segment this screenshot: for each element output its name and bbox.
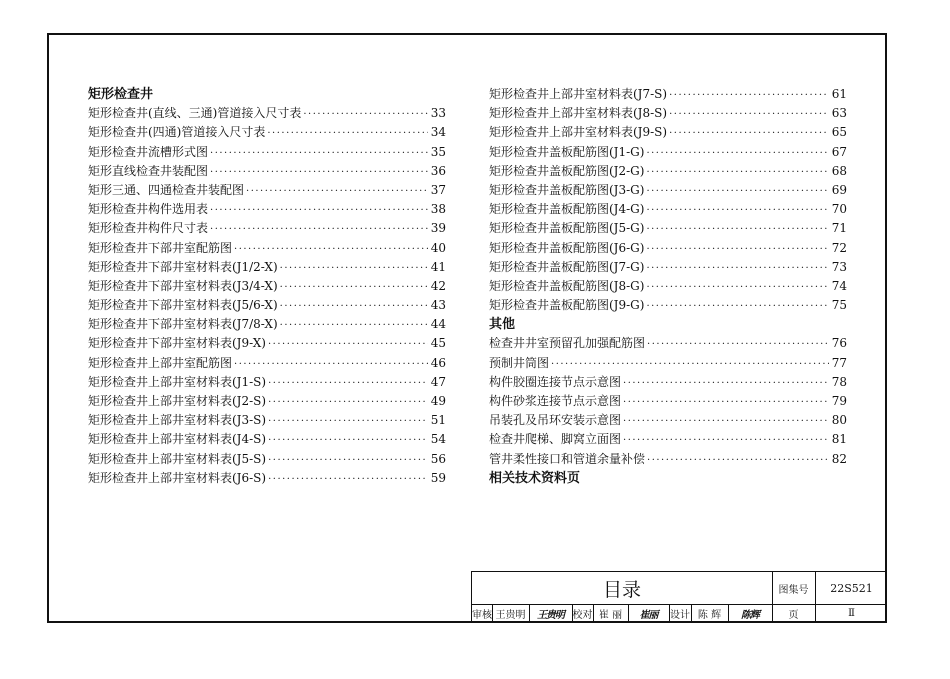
toc-entry-title: 矩形检查井构件选用表: [88, 202, 209, 217]
toc-entry-page: 59: [430, 470, 446, 485]
toc-entry: [489, 143, 847, 162]
toc-entry-page: 44: [430, 317, 446, 332]
toc-entry-title: 矩形检查井盖板配筋图(J6-G): [489, 240, 645, 255]
dot-leader: [268, 470, 428, 489]
toc-entry: [489, 373, 847, 392]
toc-entry: [88, 123, 446, 142]
toc-entry-page: 41: [430, 259, 446, 274]
toc-entry-page: 81: [831, 432, 847, 447]
toc-entry: [489, 258, 847, 277]
toc-list-left: [88, 104, 446, 488]
design-label: 设计: [670, 609, 690, 621]
toc-entry: [88, 430, 446, 449]
toc-entry-page: 77: [831, 355, 847, 370]
dot-leader: [623, 431, 829, 450]
toc-entry-title: 矩形检查井上部井室材料表(J9-S): [489, 125, 668, 140]
toc-entry-page: 45: [430, 336, 446, 351]
dot-leader: [280, 259, 428, 278]
toc-entry-title: 矩形检查井盖板配筋图(J1-G): [489, 144, 645, 159]
toc-entry-page: 71: [831, 221, 847, 236]
review-label: 审核: [472, 609, 492, 621]
toc-entry-title: 矩形检查井上部井室材料表(J4-S): [88, 432, 267, 447]
dot-leader: [669, 105, 829, 124]
atlas-number: 22S521: [830, 581, 873, 595]
section-heading-rect-well: 矩形检查井: [88, 87, 154, 102]
toc-entry-page: 47: [430, 374, 446, 389]
toc-entry: [489, 104, 847, 123]
toc-entry: [489, 430, 847, 449]
review-signature: 王贵明: [537, 609, 564, 621]
toc-entry: [489, 277, 847, 296]
toc-entry-title: 矩形直线检查井装配图: [88, 163, 209, 178]
toc-entry-page: 54: [430, 432, 446, 447]
toc-entry-page: 37: [430, 182, 446, 197]
toc-entry-page: 39: [430, 221, 446, 236]
dot-leader: [268, 451, 428, 470]
toc-entry-title: 矩形检查井上部井室材料表(J8-S): [489, 106, 668, 121]
dot-leader: [268, 393, 428, 412]
toc-entry: [88, 219, 446, 238]
toc-entry-page: 70: [831, 202, 847, 217]
toc-entry-page: 38: [430, 202, 446, 217]
toc-entry-title: 矩形检查井上部井室材料表(J3-S): [88, 413, 267, 428]
toc-entry-title: 吊装孔及吊环安装示意图: [489, 413, 622, 428]
dot-leader: [646, 201, 829, 220]
toc-entry-page: 51: [430, 413, 446, 428]
dot-leader: [210, 220, 428, 239]
toc-entry: [88, 277, 446, 296]
toc-entry-title: 矩形检查井盖板配筋图(J9-G): [489, 298, 645, 313]
toc-entry: [88, 258, 446, 277]
toc-entry-page: 75: [831, 298, 847, 313]
toc-entry-title: 检查井爬梯、脚窝立面图: [489, 432, 622, 447]
toc-entry: [88, 354, 446, 373]
toc-entry: [88, 143, 446, 162]
dot-leader: [623, 412, 829, 431]
dot-leader: [268, 412, 428, 431]
dot-leader: [303, 105, 428, 124]
dot-leader: [280, 316, 428, 335]
review-name: 王贵明: [495, 609, 526, 621]
dot-leader: [646, 182, 829, 201]
dot-leader: [280, 297, 428, 316]
toc-entry-page: 63: [831, 106, 847, 121]
dot-leader: [234, 355, 428, 374]
toc-entry: [88, 315, 446, 334]
dot-leader: [623, 374, 829, 393]
toc-entry: [489, 219, 847, 238]
toc-entry-page: 56: [430, 451, 446, 466]
toc-entry-title: 矩形检查井下部井室配筋图: [88, 240, 233, 255]
dot-leader: [234, 240, 428, 259]
toc-entry-page: 78: [831, 374, 847, 389]
toc-entry-title: 矩形检查井上部井室材料表(J5-S): [88, 451, 267, 466]
toc-entry-page: 33: [430, 106, 446, 121]
dot-leader: [669, 86, 829, 105]
toc-entry: [489, 411, 847, 430]
toc-entry: [489, 450, 847, 469]
section-heading-related: 相关技术资料页: [489, 470, 581, 486]
toc-entry: [88, 469, 446, 488]
dot-leader: [268, 431, 428, 450]
toc-entry-page: 68: [831, 163, 847, 178]
page-number: Ⅱ: [848, 607, 855, 619]
toc-entry-title: 矩形检查井构件尺寸表: [88, 221, 209, 236]
toc-entry-title: 矩形检查井下部井室材料表(J7/8-X): [88, 317, 278, 332]
toc-entry: [88, 334, 446, 353]
dot-leader: [268, 335, 428, 354]
toc-entry-title: 矩形检查井(四通)管道接入尺寸表: [88, 125, 266, 140]
dot-leader: [647, 335, 829, 354]
toc-right-column: [489, 85, 847, 488]
toc-entry-page: 74: [831, 278, 847, 293]
dot-leader: [647, 451, 829, 470]
toc-entry-title: 矩形检查井上部井室配筋图: [88, 355, 233, 370]
toc-list-right-a: [489, 85, 847, 315]
toc-entry: [489, 239, 847, 258]
toc-entry-page: 61: [831, 87, 847, 101]
toc-entry: [489, 162, 847, 181]
toc-entry: [88, 104, 446, 123]
toc-entry: [489, 181, 847, 200]
dot-leader: [210, 201, 428, 220]
toc-entry: [88, 200, 446, 219]
toc-entry-title: 矩形检查井下部井室材料表(J5/6-X): [88, 298, 278, 313]
dot-leader: [646, 144, 829, 163]
dot-leader: [646, 259, 829, 278]
dot-leader: [246, 182, 428, 201]
toc-entry-title: 矩形检查井上部井室材料表(J7-S): [489, 87, 668, 101]
toc-entry-page: 69: [831, 182, 847, 197]
toc-entry: [489, 85, 847, 104]
toc-entry-title: 矩形检查井盖板配筋图(J8-G): [489, 278, 645, 293]
section-heading-other: 其他: [489, 317, 516, 333]
dot-leader: [268, 374, 428, 393]
toc-entry-page: 67: [831, 144, 847, 159]
toc-entry-title: 矩形检查井上部井室材料表(J2-S): [88, 394, 267, 408]
dot-leader: [646, 220, 829, 239]
drawing-title: 目录: [602, 578, 641, 601]
toc-entry: [489, 392, 847, 411]
toc-entry: [88, 450, 446, 469]
toc-entry-page: 34: [430, 125, 446, 140]
toc-entry-title: 矩形检查井上部井室材料表(J6-S): [88, 470, 267, 485]
toc-entry: [88, 296, 446, 315]
atlas-label: 图集号: [778, 584, 809, 596]
toc-entry-title: 构件胶圈连接节点示意图: [489, 374, 622, 389]
dot-leader: [669, 124, 829, 143]
toc-entry-title: 矩形检查井流槽形式图: [88, 144, 209, 159]
toc-entry-title: 矩形检查井(直线、三通)管道接入尺寸表: [88, 106, 302, 121]
toc-entry-title: 管井柔性接口和管道余量补偿: [489, 451, 646, 466]
toc-entry: [489, 200, 847, 219]
dot-leader: [210, 163, 428, 182]
toc-entry-title: 矩形检查井上部井室材料表(J1-S): [88, 374, 267, 389]
toc-entry-page: 82: [831, 451, 847, 466]
check-name: 崔 丽: [598, 609, 623, 621]
toc-entry-title: 构件砂浆连接节点示意图: [489, 394, 622, 408]
dot-leader: [646, 163, 829, 182]
toc-entry-title: 矩形检查井下部井室材料表(J9-X): [88, 336, 266, 351]
title-block: [471, 571, 887, 623]
dot-leader: [267, 124, 428, 143]
toc-entry: [88, 239, 446, 258]
toc-entry: [489, 296, 847, 315]
toc-entry-page: 79: [831, 394, 847, 408]
dot-leader: [623, 393, 829, 412]
toc-entry-title: 矩形三通、四通检查井装配图: [88, 182, 245, 197]
dot-leader: [646, 240, 829, 259]
toc-entry: [88, 162, 446, 181]
design-signature: 陈辉: [741, 609, 759, 621]
toc-entry: [489, 334, 847, 353]
dot-leader: [551, 355, 829, 374]
check-signature: 崔丽: [639, 609, 658, 621]
toc-entry: [489, 354, 847, 373]
toc-entry-page: 76: [831, 336, 847, 351]
toc-entry-title: 矩形检查井盖板配筋图(J4-G): [489, 202, 645, 217]
toc-entry-page: 65: [831, 125, 847, 140]
toc-entry-title: 预制井筒图: [489, 355, 550, 370]
toc-entry-title: 矩形检查井盖板配筋图(J2-G): [489, 163, 645, 178]
toc-entry: [88, 373, 446, 392]
toc-entry-title: 矩形检查井盖板配筋图(J3-G): [489, 182, 645, 197]
page-label: 页: [788, 609, 799, 621]
toc-entry: [88, 392, 446, 411]
dot-leader: [646, 297, 829, 316]
toc-entry-title: 矩形检查井下部井室材料表(J3/4-X): [88, 278, 278, 293]
toc-entry-page: 80: [831, 413, 847, 428]
toc-entry: [489, 123, 847, 142]
toc-entry-title: 矩形检查井盖板配筋图(J7-G): [489, 259, 645, 274]
design-name: 陈 辉: [697, 609, 722, 621]
toc-entry: [88, 181, 446, 200]
toc-entry-page: 49: [430, 394, 446, 408]
dot-leader: [646, 278, 829, 297]
check-label: 校对: [572, 609, 593, 621]
toc-entry-page: 35: [430, 144, 446, 159]
toc-list-right-b: [489, 334, 847, 468]
toc-entry-page: 73: [831, 259, 847, 274]
toc-entry: [88, 411, 446, 430]
toc-entry-page: 72: [831, 240, 847, 255]
toc-entry-title: 检查井井室预留孔加强配筋图: [489, 336, 646, 351]
toc-entry-page: 46: [430, 355, 446, 370]
toc-left-column: [88, 85, 446, 488]
toc-entry-page: 42: [430, 278, 446, 293]
toc-entry-title: 矩形检查井盖板配筋图(J5-G): [489, 221, 645, 236]
dot-leader: [280, 278, 428, 297]
toc-entry-page: 36: [430, 163, 446, 178]
dot-leader: [210, 144, 428, 163]
toc-entry-page: 40: [430, 240, 446, 255]
toc-entry-title: 矩形检查井下部井室材料表(J1/2-X): [88, 259, 278, 274]
toc-entry-page: 43: [430, 298, 446, 313]
